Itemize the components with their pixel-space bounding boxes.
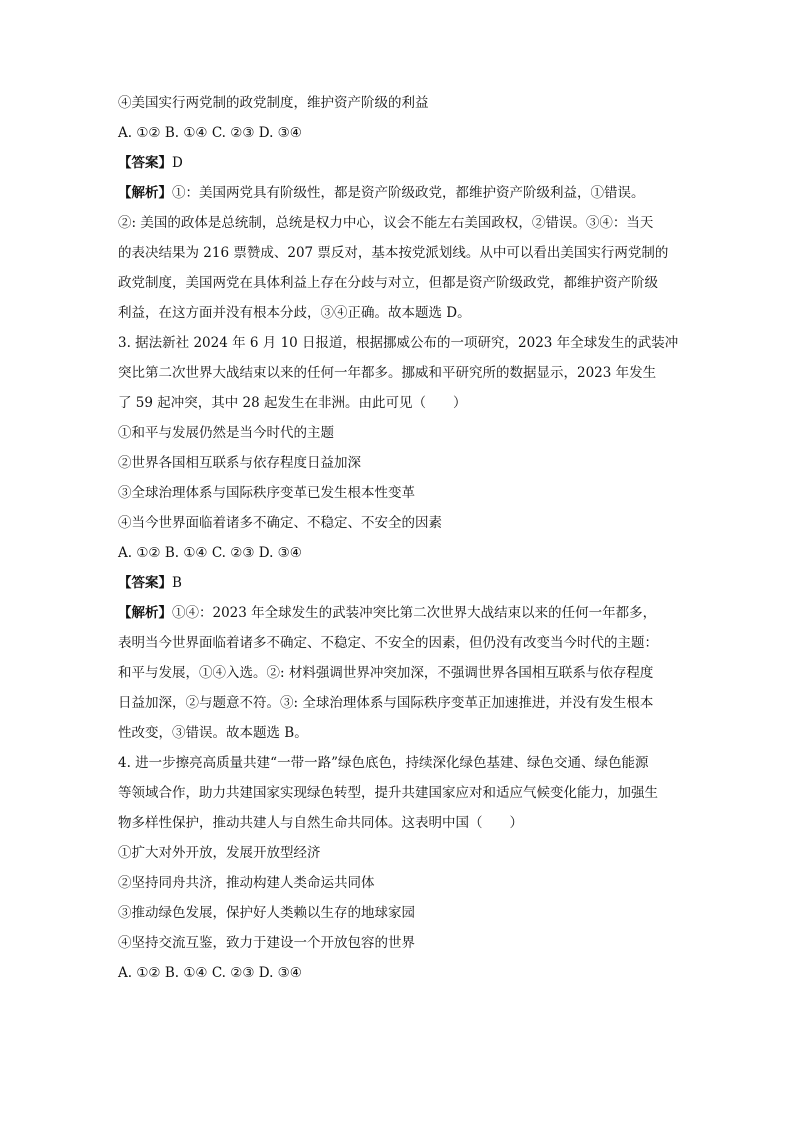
q4-stem bbox=[118, 754, 678, 832]
q3-answer-label: 【答案】 bbox=[118, 575, 172, 591]
q2-option-4: ④美国实行两党制的政党制度，维护资产阶级的利益 bbox=[118, 95, 429, 111]
q4-option-2: ②坚持同舟共济，推动构建人类命运共同体 bbox=[118, 875, 375, 891]
q3-options bbox=[118, 424, 678, 532]
q4-choices: A. ①② B. ①④ C. ②③ D. ③④ bbox=[118, 965, 302, 981]
document-page bbox=[118, 94, 678, 982]
q3-analysis-line-4: 日益加深，②与题意不符。③: 全球治理体系与国际秩序变革正加速推进，并没有发生根本 bbox=[118, 695, 654, 711]
q3-option-3: ③全球治理体系与国际秩序变革已发生根本性变革 bbox=[118, 485, 415, 501]
q4-option-1: ①扩大对外开放，发展开放型经济 bbox=[118, 845, 321, 861]
q4-option-4: ④坚持交流互鉴，致力于建设一个开放包容的世界 bbox=[118, 935, 415, 951]
q3-analysis-line-1: 【解析】①④：2023 年全球发生的武装冲突比第二次世界大战结束以来的任何一年都多， bbox=[118, 605, 657, 621]
q2-analysis-line-1: 【解析】①：美国两党具有阶级性，都是资产阶级政党，都维护资产阶级利益，①错误。 bbox=[118, 185, 645, 201]
q3-analysis-line-2: 表明当今世界面临着诸多不确定、不稳定、不安全的因素，但仍没有改变当今时代的主题： bbox=[118, 635, 658, 651]
q3-option-2: ②世界各国相互联系与依存程度日益加深 bbox=[118, 455, 361, 471]
q4-stem-line-3: 物多样性保护，推动共建人与自然生命共同体。这表明中国（ ） bbox=[118, 815, 523, 831]
q2-analysis-line-5: 利益，在这方面并没有根本分歧，③④正确。故本题选 D。 bbox=[118, 305, 471, 321]
q3-option-1: ①和平与发展仍然是当今时代的主题 bbox=[118, 425, 334, 441]
q2-choices: A. ①② B. ①④ C. ②③ D. ③④ bbox=[118, 125, 302, 141]
q2-analysis-line-3: 的表决结果为 216 票赞成、207 票反对，基本按党派划线。从中可以看出美国实行两党制的 bbox=[118, 245, 669, 261]
q2-answer-label: 【答案】 bbox=[118, 155, 172, 171]
q2-answer bbox=[118, 154, 678, 172]
q3-analysis bbox=[118, 604, 678, 742]
q3-analysis-line-5: 性改变，③错误。故本题选 B。 bbox=[118, 725, 308, 741]
q3-answer bbox=[118, 574, 678, 592]
q2-analysis-line-2: ②: 美国的政体是总统制，总统是权力中心，议会不能左右美国政权，②错误。③④：当天 bbox=[118, 215, 654, 231]
q3-stem-line-3: 了 59 起冲突，其中 28 起发生在非洲。由此可见（ ） bbox=[118, 395, 467, 411]
q4-options bbox=[118, 844, 678, 952]
q2-analysis-label: 【解析】 bbox=[118, 185, 172, 201]
q3-option-4: ④当今世界面临着诸多不确定、不稳定、不安全的因素 bbox=[118, 515, 442, 531]
q4-stem-line-1: 4. 进一步擦亮高质量共建“一带一路”绿色底色，持续深化绿色基建、绿色交通、绿色能源 bbox=[118, 755, 649, 771]
q2-analysis-line-4: 政党制度，美国两党在具体利益上存在分歧与对立，但都是资产阶级政党，都维护资产阶级 bbox=[118, 275, 658, 291]
q4-stem-line-2: 等领域合作，助力共建国家实现绿色转型，提升共建国家应对和适应气候变化能力，加强生 bbox=[118, 785, 658, 801]
q3-choices: A. ①② B. ①④ C. ②③ D. ③④ bbox=[118, 545, 302, 561]
q3-answer-value: B bbox=[172, 575, 182, 591]
q2-answer-value: D bbox=[172, 155, 183, 171]
q2-analysis bbox=[118, 184, 678, 322]
q3-stem-line-1: 3. 据法新社 2024 年 6 月 10 日报道，根据挪威公布的一项研究，2023 年全球发生的武装冲 bbox=[118, 335, 679, 351]
q3-stem bbox=[118, 334, 678, 412]
q3-analysis-line-3: 和平与发展，①④入选。②: 材料强调世界冲突加深，不强调世界各国相互联系与依存程度 bbox=[118, 665, 654, 681]
q3-stem-line-2: 突比第二次世界大战结束以来的任何一年都多。挪威和平研究所的数据显示，2023 年发生 bbox=[118, 365, 657, 381]
q3-analysis-label: 【解析】 bbox=[118, 605, 172, 621]
q4-option-3: ③推动绿色发展，保护好人类赖以生存的地球家园 bbox=[118, 905, 415, 921]
